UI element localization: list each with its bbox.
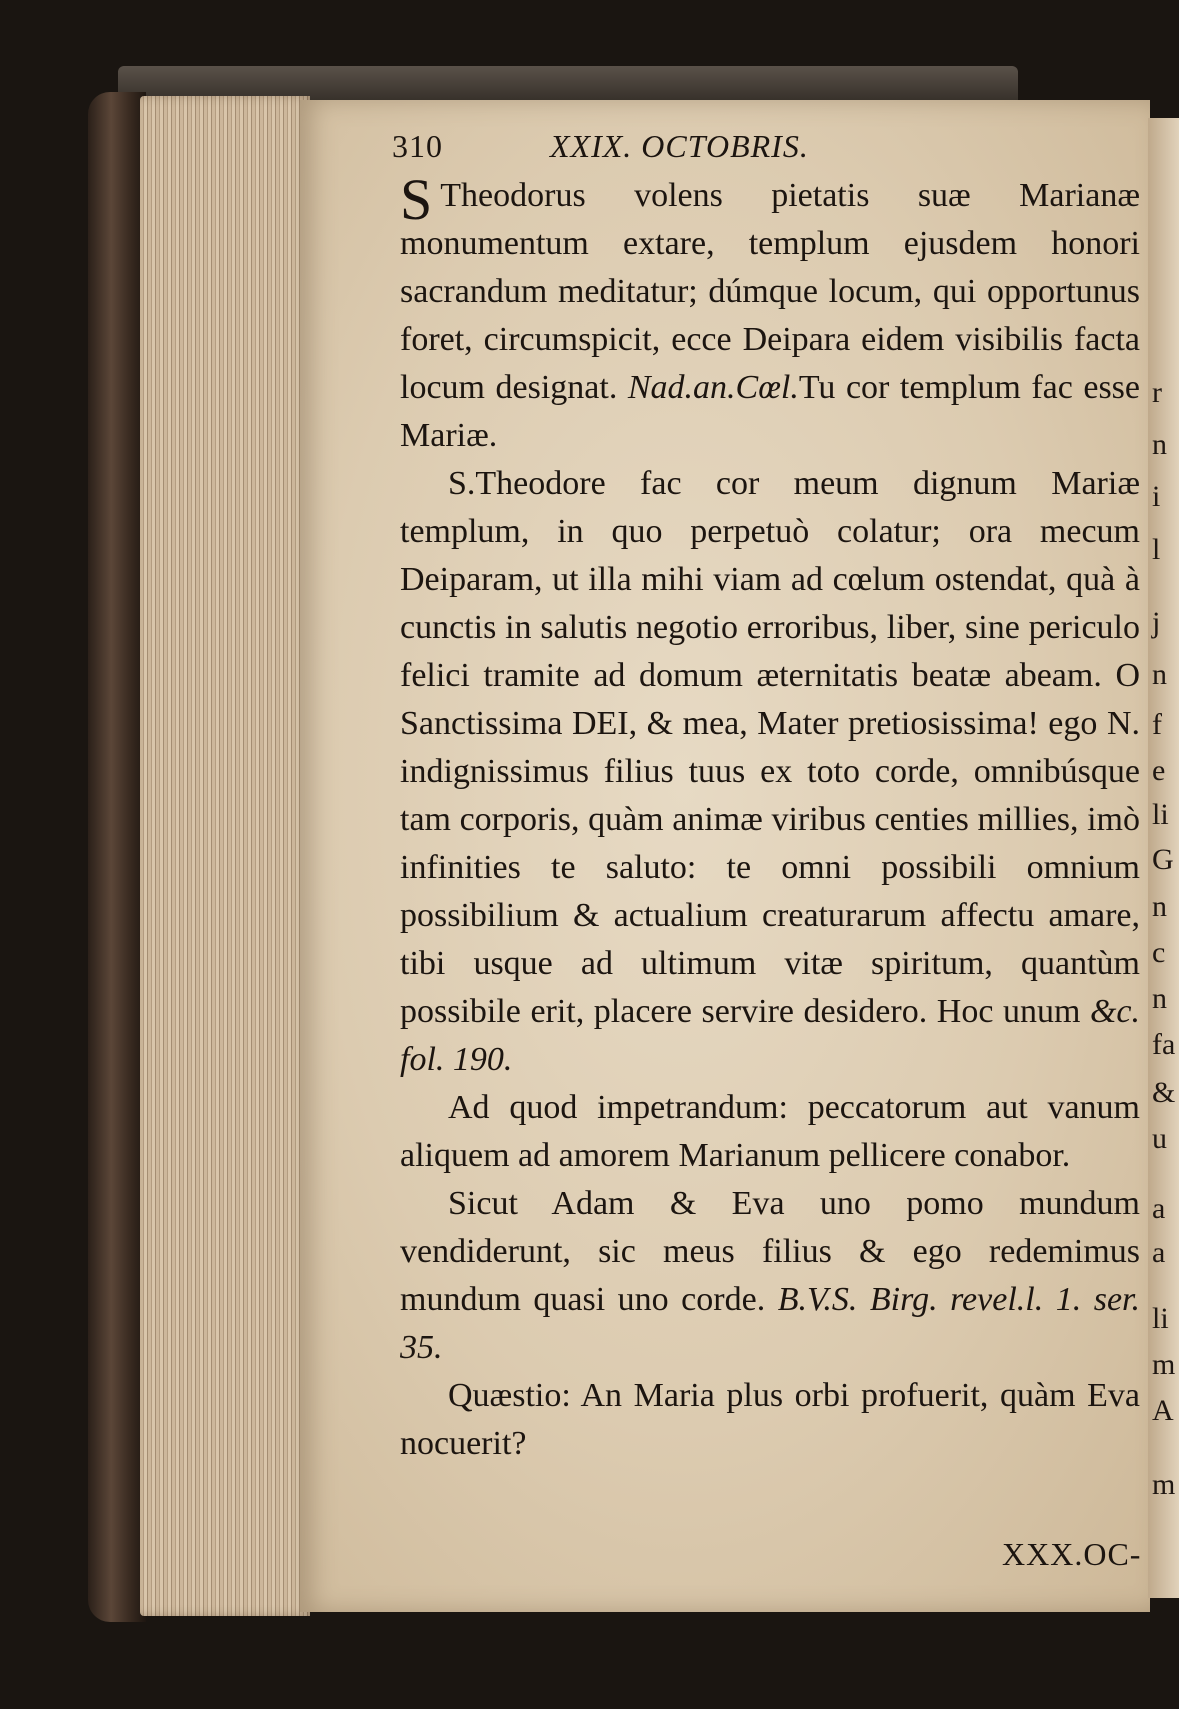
page-text xyxy=(392,122,1141,1468)
next-page-letter: i xyxy=(1152,480,1161,513)
paragraph-4 xyxy=(400,1180,1140,1372)
paragraph-4-text: Sicut Adam & Eva uno pomo mundum vendiderunt, sic meus filius & ego redemimus mundum quasi uno corde. xyxy=(400,1185,1140,1318)
citation: B.V.S. Birg. revel.l. 1. ser. 35. xyxy=(400,1281,1141,1366)
next-page-letter: j xyxy=(1152,606,1161,639)
next-page-letter: f xyxy=(1152,708,1162,741)
page-number: 310 xyxy=(392,128,443,164)
next-page-letter: a xyxy=(1152,1192,1166,1225)
next-page-letter: n xyxy=(1152,428,1167,461)
next-page-letter: fa xyxy=(1152,1028,1176,1061)
next-page-letter: a xyxy=(1152,1236,1166,1269)
next-page-letter: m xyxy=(1152,1468,1176,1501)
paragraph-1-text: Theodorus volens pietatis suæ Marianæ monumentum extare, templum ejusdem honori sacrandum meditatur; dúmque locum, qui opportunus foret, circumspicit, ecce Deipara eidem visibilis facta locum designat. xyxy=(400,177,1140,406)
catchword: XXX.OC- xyxy=(1002,1536,1142,1572)
next-page-letter: c xyxy=(1152,936,1166,969)
citation: Nad.an.Cœl. xyxy=(627,369,799,406)
citation: &c. fol. 190. xyxy=(400,993,1141,1078)
paragraph-3-text: Ad quod impetrandum: peccatorum aut vanum aliquem ad amorem Marianum pellicere conabor. xyxy=(400,1089,1140,1174)
next-page-letter: G xyxy=(1152,843,1174,876)
page-title: XXIX. OCTOBRIS. xyxy=(550,128,809,164)
paragraph-5-text: Quæstio: An Maria plus orbi profuerit, quàm Eva nocuerit? xyxy=(400,1377,1140,1462)
next-page-letter: e xyxy=(1152,754,1166,787)
next-page-letter: n xyxy=(1152,658,1167,691)
next-page-letter: n xyxy=(1152,982,1167,1015)
next-page-letter: u xyxy=(1152,1122,1167,1155)
next-page-letter: n xyxy=(1152,890,1167,923)
next-page-letter: & xyxy=(1152,1076,1176,1109)
running-head xyxy=(392,122,1140,172)
paragraph-1-end: Tu cor templum fac esse Mariæ. xyxy=(400,369,1141,454)
page-edges xyxy=(140,96,310,1616)
next-page-letter: A xyxy=(1152,1394,1174,1427)
paragraph-1 xyxy=(400,167,1141,460)
paragraph-2 xyxy=(400,460,1140,1084)
next-page-letter: m xyxy=(1152,1348,1176,1381)
next-page-letter: r xyxy=(1152,376,1162,409)
paragraph-3 xyxy=(400,1084,1140,1180)
drop-cap: S xyxy=(400,167,433,232)
next-page-letter: li xyxy=(1152,1302,1169,1335)
next-page-letter: l xyxy=(1152,533,1161,566)
book-spine xyxy=(88,92,146,1622)
paragraph-5 xyxy=(400,1372,1140,1468)
next-page-fragment xyxy=(1148,118,1179,1598)
paragraph-2-text: S.Theodore fac cor meum dignum Mariæ templum, in quo perpetuò colatur; ora mecum Deiparam, ut illa mihi viam ad cœlum ostendat, quà à cunctis in salutis negotio erroribus, liber, sine periculo felici tramite ad domum æternitatis beatæ abeam. O Sanctissima DEI, & mea, Mater pretiosissima! ego N. indignissimus filius tuus ex toto corde, omnibúsque tam corporis, quàm animæ viribus centies millies, imò infinities te saluto: te omni possibili omnium possibilium & actualium creaturarum affectu amare, tibi usque ad ultimum vitæ spiritum, quantùm possibile erit, placere servire desidero. Hoc unum xyxy=(400,465,1140,1030)
next-page-letter: li xyxy=(1152,798,1169,831)
